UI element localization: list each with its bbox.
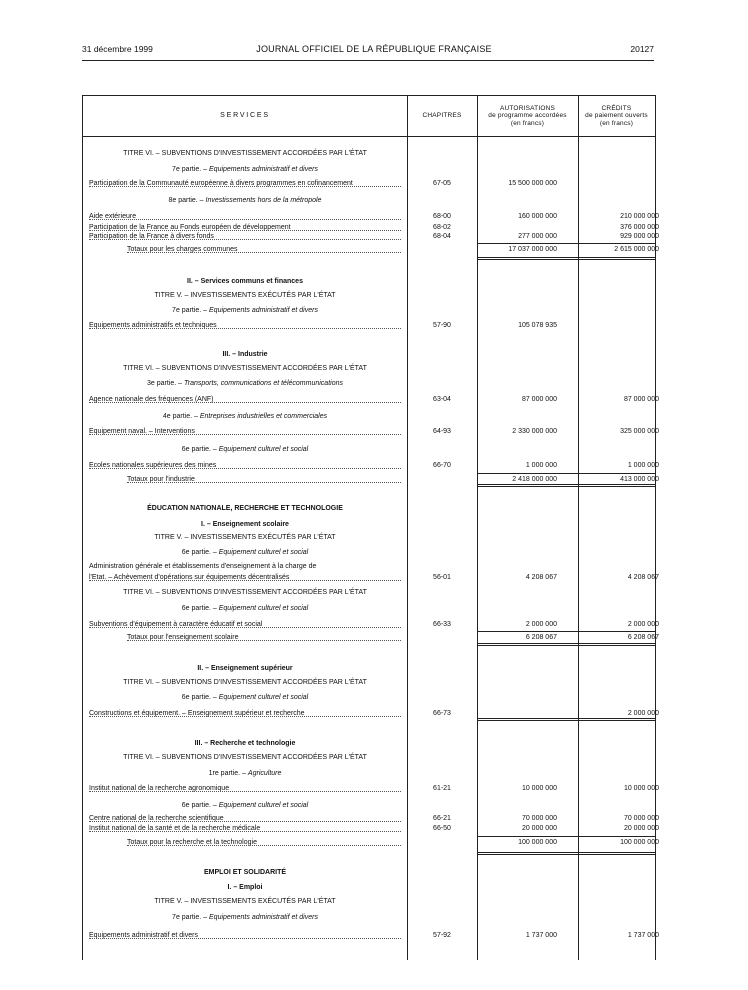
table-row (83, 231, 659, 242)
partie-title: Entreprises industrielles et commerciales (199, 413, 328, 420)
section-rule (477, 259, 655, 260)
table-row (83, 178, 655, 189)
header-rule (82, 60, 654, 61)
leader-dots (89, 716, 401, 717)
table-row (83, 320, 655, 331)
section-heading (83, 164, 407, 175)
col-header-cp (578, 96, 655, 136)
cp-amount: 2 000 000 (627, 621, 659, 628)
section-heading (83, 444, 407, 455)
row-label (89, 211, 401, 222)
row-label (89, 930, 401, 941)
partie-title: Equipement culturel et social (218, 605, 309, 612)
heading-text (182, 694, 308, 701)
leader-dots (89, 186, 401, 187)
row-label-text: Institut national de la santé et de la recherche médicale (89, 825, 261, 832)
table-row (83, 572, 659, 583)
row-label-text: Administration générale et établissements d'enseignement à la charge de (89, 563, 317, 570)
row-label-text: Institut national de la recherche agronomique (89, 785, 230, 792)
cp-amount: 413 000 000 (620, 476, 659, 483)
row-label (89, 619, 401, 630)
section-heading (83, 587, 407, 598)
partie-prefix: 6e partie. – (181, 605, 219, 612)
cp-amount: 20 000 000 (623, 825, 659, 832)
partie-prefix: 1re partie. – (208, 770, 248, 777)
row-label (127, 474, 401, 485)
totals-row (83, 837, 659, 848)
row-label-text: Centre national de la recherche scientifique (89, 815, 224, 822)
section-heading (83, 148, 407, 159)
row-label (89, 561, 401, 572)
row-label-text: Agence nationale des fréquences (ANF) (89, 396, 214, 403)
partie-title: Equipements administratif et divers (209, 914, 318, 921)
cp-amount: 2 615 000 000 (614, 246, 659, 253)
row-label (89, 178, 401, 189)
section-rule (477, 484, 655, 485)
leader-dots (127, 252, 401, 253)
totals-rule (477, 836, 655, 837)
leader-dots (89, 468, 401, 469)
row-label (127, 244, 401, 255)
chapitre-code: 66-70 (433, 462, 451, 469)
col-header-ap-l1: AUTORISATIONS (499, 104, 556, 112)
heading-text (169, 197, 322, 204)
section-heading (83, 768, 407, 779)
table-row (83, 426, 659, 437)
totals-rule (477, 243, 655, 244)
heading-text: TITRE VI. – SUBVENTIONS D'INVESTISSEMENT ACCORDÉES PAR L'ÉTAT (123, 150, 367, 157)
ap-amount: 105 078 935 (518, 322, 557, 329)
row-label-text: Totaux pour l'enseignement scolaire (127, 634, 239, 641)
leader-dots (89, 239, 401, 240)
section-heading (83, 738, 407, 749)
leader-dots (89, 402, 401, 403)
section-heading (83, 692, 407, 703)
ap-amount: 15 500 000 000 (508, 180, 557, 187)
totals-row (83, 244, 659, 255)
page-number: 20127 (630, 44, 654, 54)
ap-amount: 2 000 000 (525, 621, 557, 628)
partie-prefix: 7e partie. – (172, 914, 210, 921)
heading-text (172, 166, 318, 173)
heading-text (147, 380, 343, 387)
totals-rule (477, 473, 655, 474)
cp-amount: 1 000 000 (627, 462, 659, 469)
partie-prefix: 7e partie. – (172, 166, 210, 173)
row-label-text: Aide extérieure (89, 213, 137, 220)
section-rule (477, 645, 655, 646)
heading-text (172, 914, 318, 921)
heading-text (182, 446, 308, 453)
chapitre-code: 68-00 (433, 213, 451, 220)
section-heading (83, 752, 407, 763)
section-heading (83, 677, 407, 688)
ap-amount: 10 000 000 (521, 785, 557, 792)
cp-amount: 376 000 000 (620, 224, 659, 231)
row-label-text: Participation de la France au Fonds européen de développement (89, 224, 291, 231)
section-rule (477, 486, 655, 487)
heading-text (163, 413, 327, 420)
cp-amount: 4 208 067 (627, 574, 659, 581)
partie-title: Equipements administratif et divers (209, 307, 318, 314)
ap-amount: 100 000 000 (518, 839, 557, 846)
section-heading (83, 800, 407, 811)
section-heading (83, 411, 407, 422)
heading-text: TITRE VI. – SUBVENTIONS D'INVESTISSEMENT ACCORDÉES PAR L'ÉTAT (123, 365, 367, 372)
row-label (89, 572, 401, 583)
heading-text (209, 770, 282, 777)
col-header-ap-l2: de programme accordées (488, 112, 567, 120)
heading-text (172, 307, 318, 314)
table-row (83, 930, 659, 941)
row-label (89, 708, 401, 719)
row-label (89, 783, 401, 794)
chapitre-code: 66-33 (433, 621, 451, 628)
row-label-text: Equipement naval. – Interventions (89, 428, 195, 435)
col-header-cp-l2: de paiement ouverts (585, 112, 648, 120)
ap-amount: 17 037 000 000 (508, 246, 557, 253)
chapitre-code: 56-01 (433, 574, 451, 581)
section-heading (83, 349, 407, 360)
partie-title: Investissements hors de la métropole (205, 197, 322, 204)
ap-amount: 160 000 000 (518, 213, 557, 220)
partie-title: Equipement culturel et social (218, 446, 309, 453)
leader-dots (127, 640, 401, 641)
col-header-chapitres-label: CHAPITRES (422, 112, 462, 120)
row-label (89, 823, 401, 834)
ap-amount: 2 418 000 000 (512, 476, 557, 483)
row-label (127, 632, 401, 643)
leader-dots (89, 627, 401, 628)
heading-text: EMPLOI ET SOLIDARITÉ (203, 869, 287, 876)
partie-prefix: 6e partie. – (181, 549, 219, 556)
row-label-text: Equipements administratifs et techniques (89, 322, 217, 329)
heading-text: I. – Enseignement scolaire (201, 521, 289, 528)
ap-amount: 87 000 000 (521, 396, 557, 403)
heading-text: TITRE V. – INVESTISSEMENTS EXÉCUTÉS PAR L'ÉTAT (154, 292, 336, 299)
heading-text: III. – Industrie (222, 351, 268, 358)
section-rule (477, 718, 655, 719)
section-heading (83, 547, 407, 558)
leader-dots (89, 938, 401, 939)
col-header-services (83, 96, 407, 136)
row-label-text: Totaux pour la recherche et la technologie (127, 839, 257, 846)
section-heading (83, 363, 407, 374)
row-label-text: l'Etat. – Achèvement d'opérations sur équipements décentralisés (89, 574, 290, 581)
section-rule (477, 257, 655, 258)
table-row (83, 823, 659, 834)
heading-text (182, 802, 308, 809)
leader-dots (89, 580, 401, 581)
col-header-services-label: SERVICES (220, 112, 270, 120)
heading-text: TITRE VI. – SUBVENTIONS D'INVESTISSEMENT ACCORDÉES PAR L'ÉTAT (123, 589, 367, 596)
row-label-text: Totaux pour l'industrie (127, 476, 195, 483)
leader-dots (127, 482, 401, 483)
section-rule (477, 720, 655, 721)
section-rule (477, 852, 655, 853)
chapitre-code: 66-21 (433, 815, 451, 822)
ap-amount: 70 000 000 (521, 815, 557, 822)
chapitre-code: 66-73 (433, 710, 451, 717)
section-heading (83, 290, 407, 301)
row-label-text: Totaux pour les charges communes (127, 246, 238, 253)
cp-amount: 6 208 067 (627, 634, 659, 641)
heading-text (182, 605, 308, 612)
ap-amount: 4 208 067 (525, 574, 557, 581)
row-label (89, 394, 401, 405)
cp-amount: 1 737 000 (627, 932, 659, 939)
row-label-text: Subventions d'équipement à caractère éducatif et social (89, 621, 263, 628)
leader-dots (89, 831, 401, 832)
section-heading (83, 305, 407, 316)
ap-amount: 1 737 000 (525, 932, 557, 939)
row-label-text: Constructions et équipement. – Enseignement supérieur et recherche (89, 710, 305, 717)
leader-dots (89, 434, 401, 435)
heading-text: TITRE V. – INVESTISSEMENTS EXÉCUTÉS PAR L'ÉTAT (154, 534, 336, 541)
col-header-cp-l3: (en francs) (599, 119, 634, 127)
leader-dots (89, 791, 401, 792)
section-rule (477, 854, 655, 855)
section-heading (83, 603, 407, 614)
chapitre-code: 68-02 (433, 224, 451, 231)
totals-row (83, 632, 659, 643)
chapitre-code: 57-90 (433, 322, 451, 329)
chapitre-code: 63-04 (433, 396, 451, 403)
chapitre-code: 57-92 (433, 932, 451, 939)
partie-prefix: 6e partie. – (181, 446, 219, 453)
ap-amount: 20 000 000 (521, 825, 557, 832)
col-header-cp-l1: CRÉDITS (601, 104, 632, 112)
section-rule (477, 643, 655, 644)
chapitre-code: 67-05 (433, 180, 451, 187)
partie-title: Equipements administratif et divers (209, 166, 318, 173)
heading-text: III. – Recherche et technologie (194, 740, 296, 747)
section-heading (83, 378, 407, 389)
section-heading (83, 195, 407, 206)
table-row (83, 394, 659, 405)
ap-amount: 2 330 000 000 (512, 428, 557, 435)
journal-title: JOURNAL OFFICIEL DE LA RÉPUBLIQUE FRANÇAISE (256, 44, 492, 54)
heading-text (182, 549, 308, 556)
partie-prefix: 8e partie. – (168, 197, 206, 204)
cp-amount: 325 000 000 (620, 428, 659, 435)
section-heading (83, 532, 407, 543)
table-row (83, 460, 659, 471)
cp-amount: 100 000 000 (620, 839, 659, 846)
row-label (89, 460, 401, 471)
partie-title: Agriculture (247, 770, 282, 777)
row-label (89, 320, 401, 331)
partie-title: Equipement culturel et social (218, 694, 309, 701)
row-label-text: Equipements administratif et divers (89, 932, 198, 939)
section-heading (83, 896, 407, 907)
cp-amount: 70 000 000 (623, 815, 659, 822)
totals-rule (477, 631, 655, 632)
leader-dots (89, 821, 401, 822)
table-row (83, 211, 659, 222)
chapitre-code: 61-21 (433, 785, 451, 792)
cp-amount: 210 000 000 (620, 213, 659, 220)
heading-text: I. – Emploi (227, 884, 263, 891)
row-label-text: Participation de la Communauté européenne à divers programmes en cofinancement (89, 180, 353, 187)
table-row (83, 783, 659, 794)
ap-amount: 1 000 000 (525, 462, 557, 469)
row-label (127, 837, 401, 848)
header-bottom-rule (83, 136, 655, 137)
leader-dots (89, 219, 401, 220)
heading-text: TITRE V. – INVESTISSEMENTS EXÉCUTÉS PAR L'ÉTAT (154, 898, 336, 905)
heading-text: ÉDUCATION NATIONALE, RECHERCHE ET TECHNOLOGIE (147, 505, 343, 512)
section-heading (83, 276, 407, 287)
heading-text: TITRE VI. – SUBVENTIONS D'INVESTISSEMENT ACCORDÉES PAR L'ÉTAT (123, 679, 367, 686)
header-date: 31 décembre 1999 (82, 44, 153, 54)
partie-title: Equipement culturel et social (218, 549, 309, 556)
col-header-chapitres (407, 96, 477, 136)
chapitre-code: 68-04 (433, 233, 451, 240)
section-heading (83, 519, 407, 530)
partie-prefix: 6e partie. – (181, 802, 219, 809)
row-label-text: Ecoles nationales supérieures des mines (89, 462, 217, 469)
chapitre-code: 64-93 (433, 428, 451, 435)
partie-title: Transports, communications et télécommunications (183, 380, 343, 387)
table-row (83, 561, 655, 572)
heading-text: II. – Services communs et finances (187, 278, 303, 285)
ap-amount: 277 000 000 (518, 233, 557, 240)
leader-dots (127, 845, 401, 846)
partie-title: Equipement culturel et social (218, 802, 309, 809)
partie-prefix: 4e partie. – (162, 413, 200, 420)
partie-prefix: 7e partie. – (172, 307, 210, 314)
cp-amount: 87 000 000 (623, 396, 659, 403)
partie-prefix: 6e partie. – (181, 694, 219, 701)
ap-amount: 6 208 067 (525, 634, 557, 641)
partie-prefix: 3e partie. – (147, 380, 184, 387)
leader-dots (89, 328, 401, 329)
table-row (83, 619, 659, 630)
section-heading (83, 867, 407, 878)
chapitre-code: 66-50 (433, 825, 451, 832)
row-label-text: Participation de la France à divers fonds (89, 233, 214, 240)
cp-amount: 2 000 000 (627, 710, 659, 717)
cp-amount: 929 000 000 (620, 233, 659, 240)
budget-table (82, 95, 659, 960)
section-heading (83, 882, 407, 893)
col-header-ap (477, 96, 578, 136)
section-heading (83, 912, 407, 923)
section-heading (83, 663, 407, 674)
row-label (89, 426, 401, 437)
cp-amount: 10 000 000 (623, 785, 659, 792)
col-header-ap-l3: (en francs) (510, 119, 545, 127)
heading-text: TITRE VI. – SUBVENTIONS D'INVESTISSEMENT ACCORDÉES PAR L'ÉTAT (123, 754, 367, 761)
heading-text: II. – Enseignement supérieur (197, 665, 293, 672)
row-label (89, 231, 401, 242)
section-heading (83, 503, 407, 514)
